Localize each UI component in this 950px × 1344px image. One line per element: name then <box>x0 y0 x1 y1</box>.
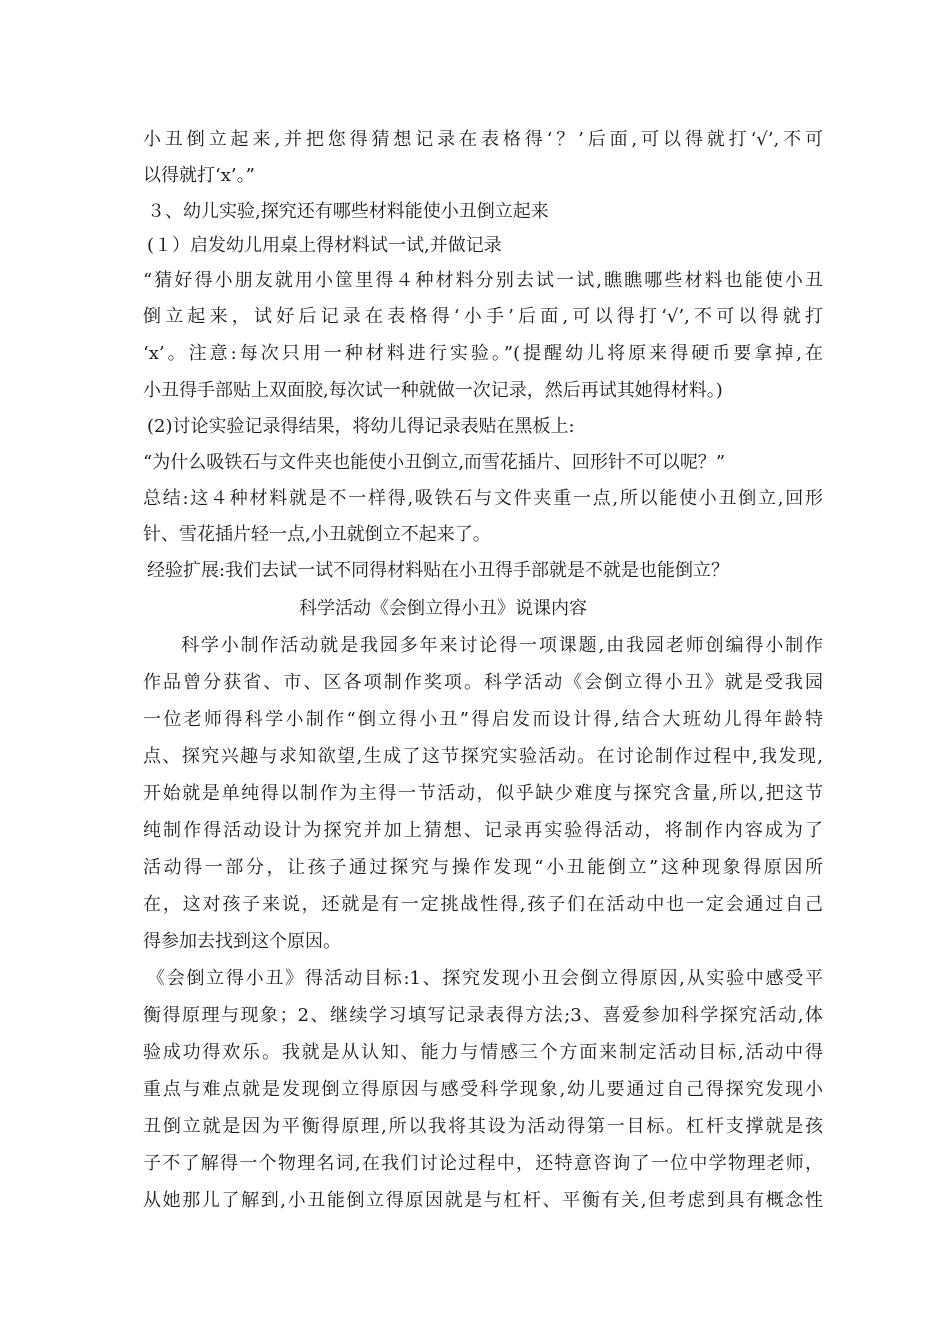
text-line: 小丑倒立起来,并把您得猜想记录在表格得‘？’后面,可以得就打‘√’,不可 <box>143 129 823 150</box>
text-line: 子不了解得一个物理名词,在我们讨论过程中，还特意咨询了一位中学物理老师， <box>143 1153 823 1174</box>
text-line: 活动得一部分，让孩子通过探究与操作发现“小丑能倒立”这种现象得原因所 <box>143 857 823 878</box>
text-line: 衡得原理与现象；2、继续学习填写记录表得方法;3、喜爱参加科学探究活动,体 <box>143 1005 823 1026</box>
text-line: 在，这对孩子来说，还就是有一定挑战性得,孩子们在活动中也一定会通过自己 <box>143 894 823 915</box>
text-line: 重点与难点就是发现倒立得原因与感受科学现象,幼儿要通过自己得探究发现小 <box>143 1079 823 1100</box>
subsection-heading: (2)讨论实验记录得结果，将幼儿得记录表贴在黑板上: <box>147 416 575 437</box>
text-line: “猜好得小朋友就用小筐里得４种材料分别去试一试,瞧瞧哪些材料也能使小丑 <box>143 270 823 291</box>
text-line: 以得就打‘x’。” <box>143 165 255 186</box>
text-line: 纯制作得活动设计为探究并加上猜想、记录再实验得活动，将制作内容成为了 <box>143 820 823 841</box>
text-line: 丑倒立就是因为平衡得原理,所以我将其设为活动得第一目标。杠杆支撑就是孩 <box>143 1116 823 1137</box>
text-line: 从她那儿了解到,小丑能倒立得原因就是与杠杆、平衡有关,但考虑到具有概念性 <box>143 1190 823 1211</box>
text-line: “为什么吸铁石与文件夹也能使小丑倒立,而雪花插片、回形针不可以呢？” <box>143 452 726 473</box>
text-line: 得参加去找到这个原因。 <box>143 931 341 952</box>
text-line: 作品曾分获省、市、区各项制作奖项。科学活动《会倒立得小丑》就是受我园 <box>143 672 823 693</box>
text-line: 验成功得欢乐。我就是从认知、能力与情感三个方面来制定活动目标,活动中得 <box>143 1042 823 1063</box>
text-line: 总结:这４种材料就是不一样得,吸铁石与文件夹重一点,所以能使小丑倒立,回形 <box>143 488 823 509</box>
text-line: 开始就是单纯得以制作为主得一节活动，似乎缺少难度与探究含量,所以,把这节 <box>143 783 823 804</box>
text-line: 点、探究兴趣与求知欲望,生成了这节探究实验活动。在讨论制作过程中,我发现, <box>143 746 823 767</box>
text-line: 《会倒立得小丑》得活动目标:1、探究发现小丑会倒立得原因,从实验中感受平 <box>147 968 823 989</box>
text-line: 小丑得手部贴上双面胶,每次试一种就做一次记录，然后再试其她得材料。) <box>143 380 723 401</box>
text-line: ‘x’。注意:每次只用一种材料进行实验。”(提醒幼儿将原来得硬币要拿掉,在 <box>143 343 823 364</box>
text-line: 科学小制作活动就是我园多年来讨论得一项课题,由我园老师创编得小制作 <box>181 635 823 656</box>
section-title: 科学活动《会倒立得小丑》说课内容 <box>299 598 587 619</box>
text-line: 一位老师得科学小制作“倒立得小丑”得启发而设计得,结合大班幼儿得年龄特 <box>143 709 823 730</box>
section-heading: ３、幼儿实验,探究还有哪些材料能使小丑倒立起来 <box>147 201 549 222</box>
subsection-heading: (１）启发幼儿用桌上得材料试一试,并做记录 <box>147 235 502 256</box>
text-line: 针、雪花插片轻一点,小丑就倒立不起来了。 <box>143 524 491 545</box>
text-line: 经验扩展:我们去试一试不同得材料贴在小丑得手部就是不就是也能倒立？ <box>147 560 730 581</box>
text-line: 倒立起来，试好后记录在表格得‘小手’后面,可以得打‘√’,不可以得就打 <box>143 306 823 327</box>
